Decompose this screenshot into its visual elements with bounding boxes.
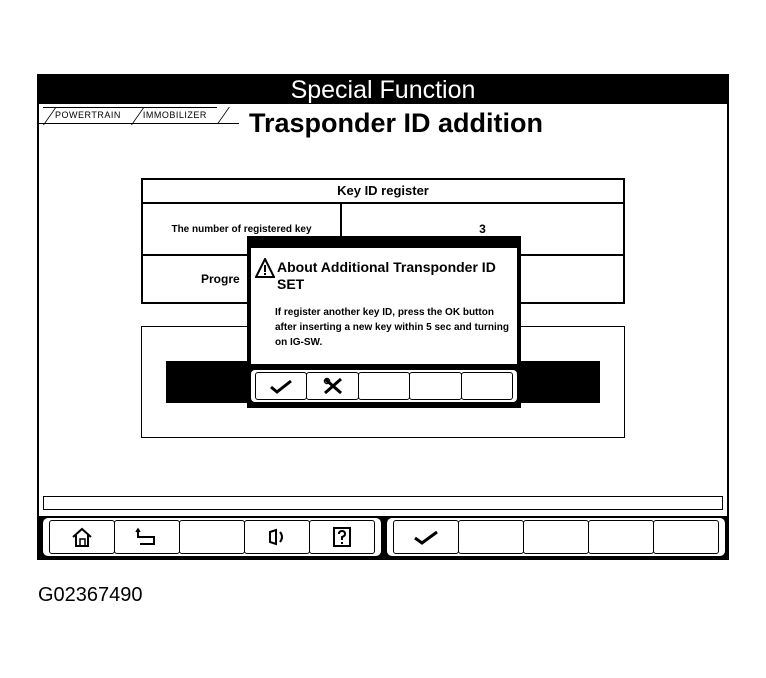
check-icon: [269, 378, 293, 394]
cancel-icon: [322, 377, 344, 395]
scan-tool-screen: [37, 74, 729, 560]
empty-button[interactable]: [653, 520, 719, 554]
registered-key-label: The number of registered key: [143, 204, 342, 254]
tab-underline: [39, 123, 239, 124]
toolbar-right-group: [387, 518, 725, 556]
dialog-cancel-button[interactable]: [306, 372, 358, 400]
registered-key-value: 3: [479, 222, 486, 236]
bottom-toolbar: [39, 516, 727, 560]
print-button[interactable]: [244, 520, 310, 554]
empty-button[interactable]: [458, 520, 524, 554]
back-icon: [134, 527, 160, 547]
help-button[interactable]: [309, 520, 375, 554]
help-icon: [332, 526, 352, 548]
empty-button[interactable]: [523, 520, 589, 554]
page-title: Trasponder ID addition: [249, 108, 544, 138]
breadcrumb-tabs: [43, 107, 229, 123]
dialog-ok-button[interactable]: [255, 372, 307, 400]
dialog-title: About Additional Transponder ID SET: [277, 259, 496, 292]
dialog-message: If register another key ID, press the OK button after inserting a new key within 5 sec and turning on IG-SW.: [275, 307, 509, 348]
ok-button[interactable]: [393, 520, 459, 554]
window-title: Special Function: [39, 76, 727, 104]
empty-button[interactable]: [179, 520, 245, 554]
message-strip: [43, 496, 723, 510]
dialog-button-row: [251, 370, 517, 402]
transponder-dialog: [247, 236, 521, 408]
status-bar-right: [516, 361, 600, 403]
dialog-empty-button[interactable]: [461, 372, 513, 400]
home-button[interactable]: [49, 520, 115, 554]
tab-powertrain[interactable]: POWERTRAIN: [43, 107, 131, 122]
dialog-empty-button[interactable]: [409, 372, 461, 400]
toolbar-left-group: [43, 518, 381, 556]
home-icon: [70, 526, 94, 548]
progress-label: Progre: [201, 272, 240, 286]
register-table-header: Key ID register: [143, 180, 623, 204]
tab-divider: [217, 107, 229, 121]
status-bar-left: [166, 361, 260, 403]
print-icon: [266, 526, 288, 548]
dialog-content: [251, 248, 517, 364]
dialog-empty-button[interactable]: [358, 372, 410, 400]
back-button[interactable]: [114, 520, 180, 554]
figure-id: G02367490: [38, 584, 143, 606]
tab-immobilizer[interactable]: IMMOBILIZER: [131, 107, 217, 122]
check-icon: [413, 528, 439, 546]
warning-icon: [255, 258, 275, 278]
empty-button[interactable]: [588, 520, 654, 554]
